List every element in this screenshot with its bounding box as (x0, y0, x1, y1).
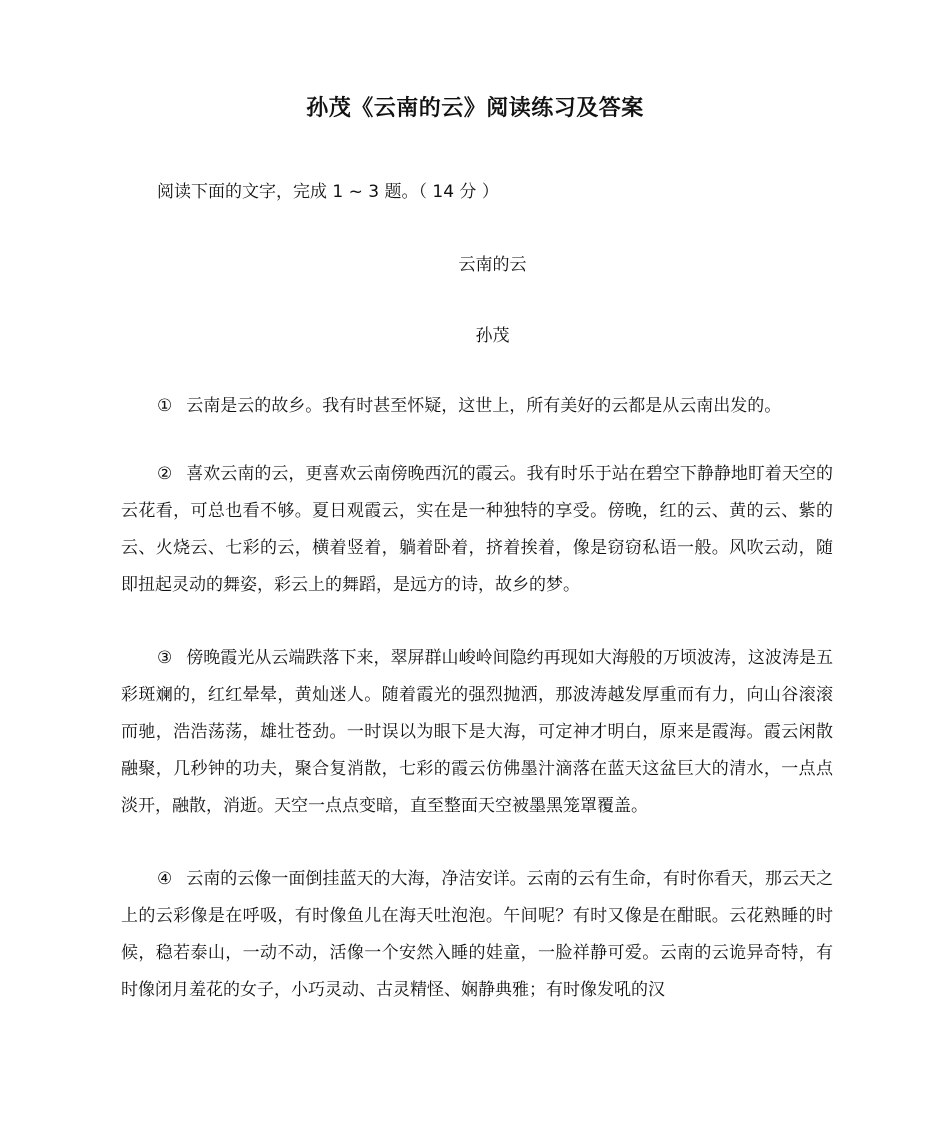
essay-author: 孙茂 (475, 326, 510, 346)
paragraph-3 (121, 640, 833, 825)
paragraph-number: ① (157, 396, 173, 416)
paragraph-number: ② (157, 464, 173, 484)
question-intro: 阅读下面的文字，完成 1 ~ 3 题。（ 14 分 ） (157, 182, 499, 202)
document-title: 孙茂《云南的云》阅读练习及答案 (306, 96, 644, 121)
paragraph-text: 喜欢云南的云，更喜欢云南傍晚西沉的霞云。我有时乐于站在碧空下静静地盯着天空的云花看，可总也看不够。夏日观霞云，实在是一种独特的享受。傍晚，红的云、黄的云、紫的云、火烧云、七彩的云，横着竖着，躺着卧着，挤着挨着，像是窃窃私语一般。风吹云动，随即扭起灵动的舞姿，彩云上的舞蹈，是远方的诗，故乡的梦。 (121, 464, 833, 595)
paragraph-1 (121, 388, 833, 425)
paragraph-text: 傍晚霞光从云端跌落下来，翠屏群山峻岭间隐约再现如大海般的万顷波涛，这波涛是五彩斑斓的，红红晕晕，黄灿迷人。随着霞光的强烈抛洒，那波涛越发厚重而有力，向山谷滚滚而驰，浩浩荡荡，雄壮苍劲。一时误以为眼下是大海，可定神才明白，原来是霞海。霞云闲散融聚，几秒钟的功夫，聚合复消散，七彩的霞云仿佛墨汁滴落在蓝天这盆巨大的清水，一点点淡开，融散，消逝。天空一点点变暗，直至整面天空被墨黑笼罩覆盖。 (121, 648, 833, 816)
paragraph-number: ④ (157, 869, 173, 889)
essay-title: 云南的云 (458, 255, 527, 275)
paragraph-2 (121, 456, 833, 604)
paragraph-text: 云南的云像一面倒挂蓝天的大海，净洁安详。云南的云有生命，有时你看天，那云天之上的云彩像是在呼吸，有时像鱼儿在海天吐泡泡。午间呢？有时又像是在酣眠。云花熟睡的时候，稳若泰山，一动不动，活像一个安然入睡的娃童，一脸祥静可爱。云南的云诡异奇特，有时像闭月羞花的女子，小巧灵动、古灵精怪、娴静典雅；有时像发吼的汉 (121, 869, 833, 1000)
paragraph-number: ③ (157, 648, 173, 668)
paragraph-4 (121, 861, 833, 1009)
paragraph-text: 云南是云的故乡。我有时甚至怀疑，这世上，所有美好的云都是从云南出发的。 (186, 396, 782, 416)
